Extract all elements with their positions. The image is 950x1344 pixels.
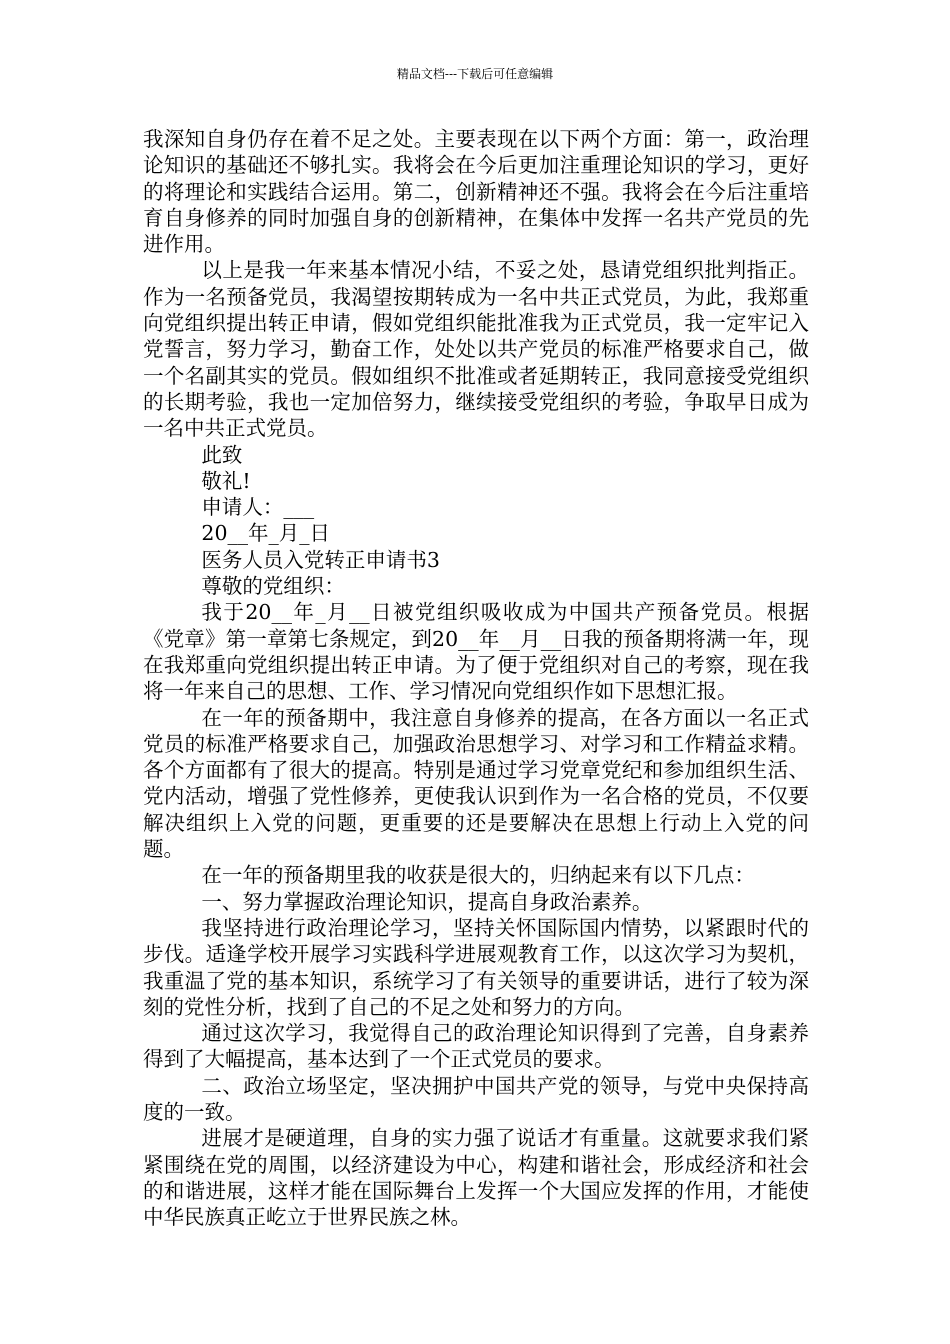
paragraph: 医务人员入党转正申请书3 bbox=[201, 547, 440, 572]
paragraph: 一、努力掌握政治理论知识，提高自身政治素养。 bbox=[201, 889, 653, 914]
page-header: 精品文档---下载后可任意编辑 bbox=[396, 67, 554, 81]
paragraph: 二、政治立场坚定，坚决拥护中国共产党的领导，与党中央保持高度的一致。 bbox=[143, 1073, 809, 1124]
paragraph: 通过这次学习，我觉得自己的政治理论知识得到了完善，自身素养得到了大幅提高，基本达到了一个正式党员的要求。 bbox=[143, 1021, 809, 1072]
paragraph: 申请人：___ bbox=[201, 495, 315, 520]
paragraph: 以上是我一年来基本情况小结，不妥之处，恳请党组织批判指正。作为一名预备党员，我渴望按期转成为一名中共正式党员，为此，我郑重向党组织提出转正申请，假如党组织能批准我为正式党员，我一定牢记入党誓言，努力学习，勤奋工作，处处以共产党员的标准严格要求自己，做一个名副其实的党员。假如组织不批准或者延期转正，我同意接受党组织的长期考验，我也一定加倍努力，继续接受党组织的考验，争取早日成为一名中共正式党员。 bbox=[143, 258, 809, 441]
paragraph: 进展才是硬道理，自身的实力强了说话才有重量。这就要求我们紧紧围绕在党的周围，以经济建设为中心，构建和谐社会，形成经济和社会的和谐进展，这样才能在国际舞台上发挥一个大国应发挥的作用，才能使中华民族真正屹立于世界民族之林。 bbox=[143, 1126, 809, 1230]
paragraph: 20__年_月_日 bbox=[201, 521, 331, 546]
paragraph: 我深知自身仍存在着不足之处。主要表现在以下两个方面：第一，政治理论知识的基础还不够扎实。我将会在今后更加注重理论知识的学习，更好的将理论和实践结合运用。第二，创新精神还不强。我将会在今后注重培育自身修养的同时加强自身的创新精神，在集体中发挥一名共产党员的先进作用。 bbox=[143, 127, 809, 257]
paragraph: 尊敬的党组织： bbox=[201, 574, 345, 599]
paragraph: 敬礼! bbox=[201, 468, 251, 493]
paragraph: 在一年的预备期中，我注意自身修养的提高，在各方面以一名正式党员的标准严格要求自己，加强政治思想学习、对学习和工作精益求精。各个方面都有了很大的提高。特别是通过学习党章党纪和参加组织生活、党内活动，增强了党性修养，更使我认识到作为一名合格的党员，不仅要解决组织上入党的问题，更重要的还是要解决在思想上行动上入党的问题。 bbox=[143, 705, 809, 862]
paragraph: 此致 bbox=[201, 442, 243, 467]
paragraph: 在一年的预备期里我的收获是很大的，归纳起来有以下几点： bbox=[201, 863, 755, 888]
document-body bbox=[143, 126, 809, 1230]
paragraph: 我坚持进行政治理论学习，坚持关怀国际国内情势，以紧跟时代的步伐。适逢学校开展学习实践科学进展观教育工作，以这次学习为契机，我重温了党的基本知识，系统学习了有关领导的重要讲话，进行了较为深刻的党性分析，找到了自己的不足之处和努力的方向。 bbox=[143, 915, 809, 1019]
paragraph: 我于20__年_月__日被党组织吸收成为中国共产预备党员。根据《党章》第一章第七条规定，到20__年__月__日我的预备期将满一年，现在我郑重向党组织提出转正申请。为了便于党组织对自己的考察，现在我将一年来自己的思想、工作、学习情况向党组织作如下思想汇报。 bbox=[143, 600, 809, 704]
